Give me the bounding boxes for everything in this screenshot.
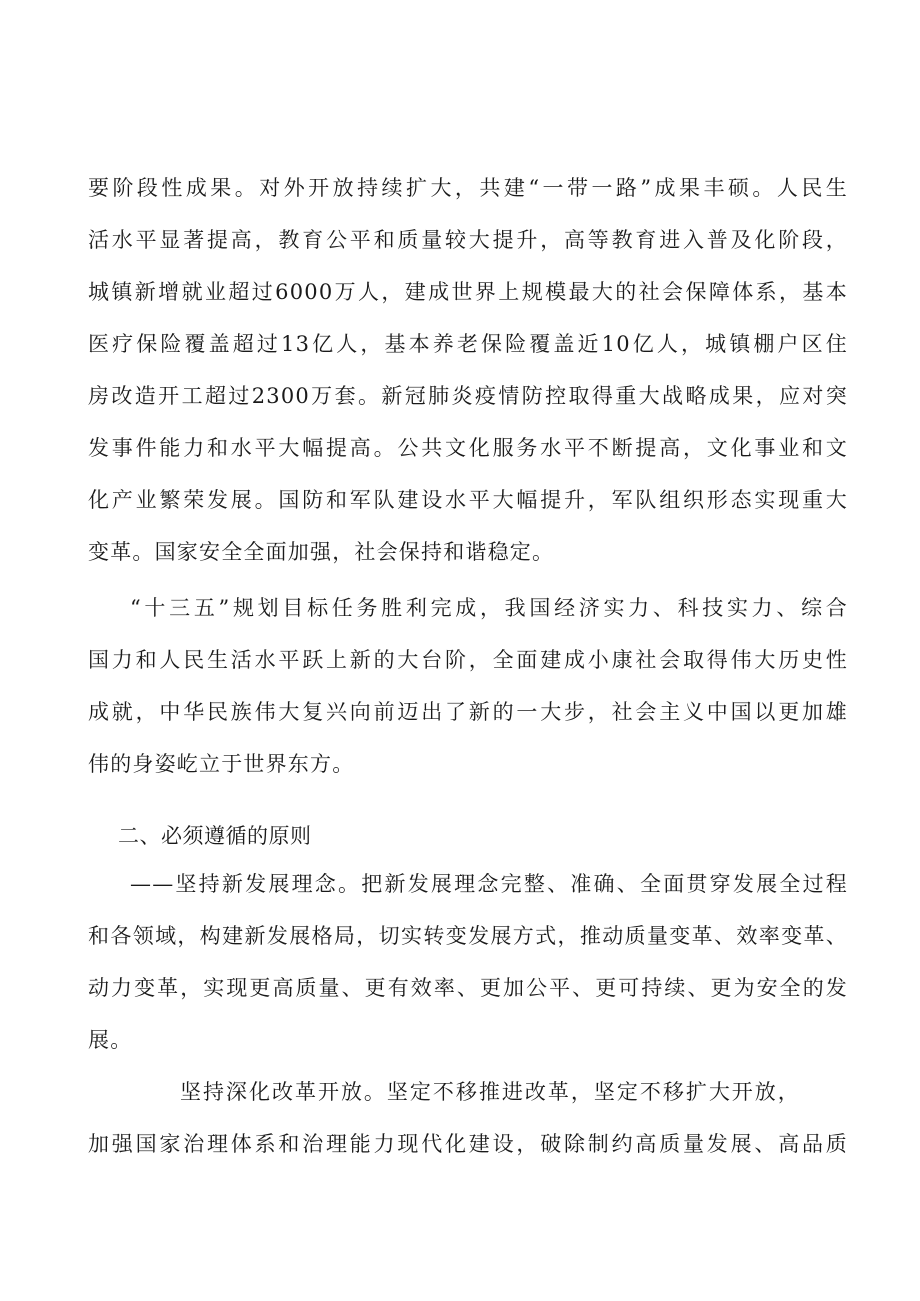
text-line: 伟的身姿屹立于世界东方。 — [88, 752, 355, 776]
text-line: 和各领域，构建新发展格局，切实转变发展方式，推动质量变革、效率变革、 — [88, 924, 848, 948]
text-line: 医疗保险覆盖超过13亿人，基本养老保险覆盖近10亿人，城镇棚户区住 — [88, 332, 848, 356]
text-line: “十三五”规划目标任务胜利完成，我国经济实力、科技实力、综合 — [130, 596, 848, 620]
text-line: 化产业繁荣发展。国防和军队建设水平大幅提升，军队组织形态实现重大 — [88, 488, 848, 512]
text-line: ——坚持新发展理念。把新发展理念完整、准确、全面贯穿发展全过程 — [130, 872, 848, 896]
text-line: 展。 — [88, 1028, 133, 1052]
text-line: 城镇新增就业超过6000万人，建成世界上规模最大的社会保障体系，基本 — [88, 280, 848, 304]
text-line: 活水平显著提高，教育公平和质量较大提升，高等教育进入普及化阶段， — [88, 228, 848, 252]
text-line: 加强国家治理体系和治理能力现代化建设，破除制约高质量发展、高品质 — [88, 1132, 848, 1156]
text-line: 房改造开工超过2300万套。新冠肺炎疫情防控取得重大战略成果，应对突 — [88, 384, 848, 408]
text-line: 成就，中华民族伟大复兴向前迈出了新的一大步，社会主义中国以更加雄 — [88, 700, 848, 724]
text-line: 要阶段性成果。对外开放持续扩大，共建“一带一路”成果丰硕。人民生 — [88, 176, 848, 200]
text-line: 发事件能力和水平大幅提高。公共文化服务水平不断提高，文化事业和文 — [88, 436, 848, 460]
text-line: 国力和人民生活水平跃上新的大台阶，全面建成小康社会取得伟大历史性 — [88, 648, 848, 672]
text-line: 变革。国家安全全面加强，社会保持和谐稳定。 — [88, 540, 555, 564]
text-line: 坚持深化改革开放。坚定不移推进改革，坚定不移扩大开放， — [180, 1080, 800, 1104]
section-heading: 二、必须遵循的原则 — [118, 824, 312, 848]
text-line: 动力变革，实现更高质量、更有效率、更加公平、更可持续、更为安全的发 — [88, 976, 848, 1000]
